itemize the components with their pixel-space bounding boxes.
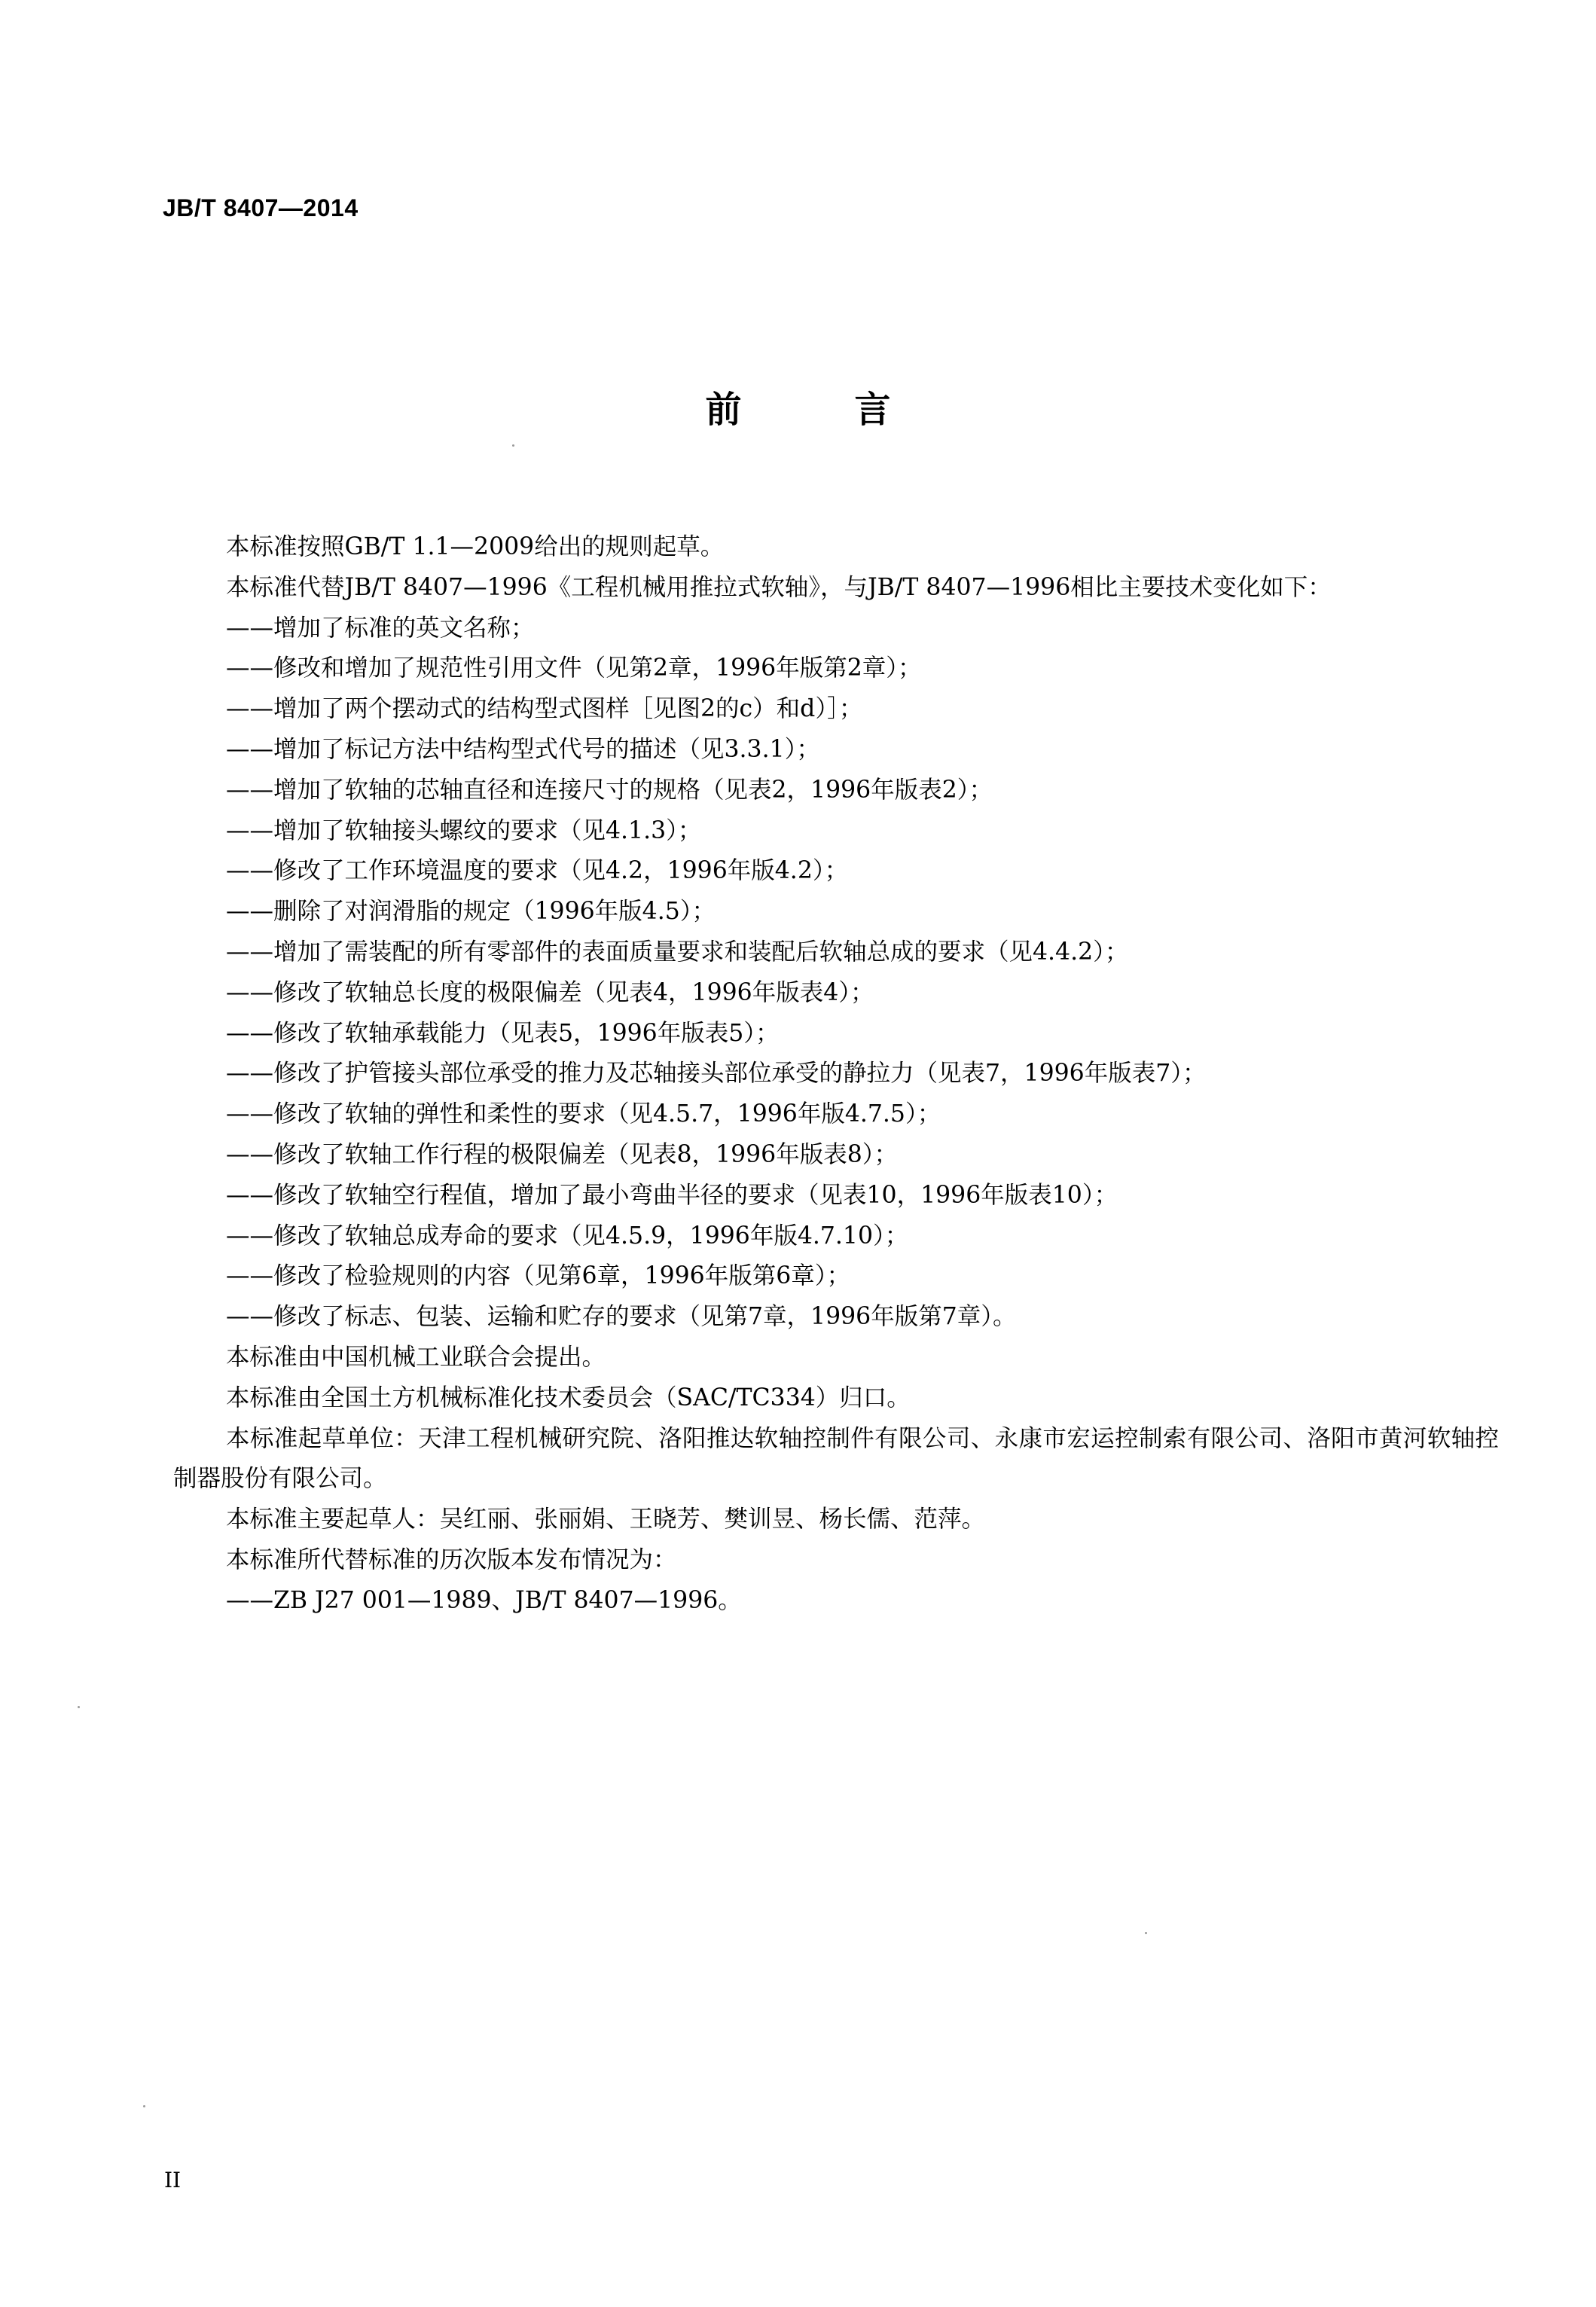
scan-speck [143,2105,145,2107]
paragraph: 本标准由中国机械工业联合会提出。 [226,1343,606,1371]
drafting-units-paragraph: 本标准起草单位：天津工程机械研究院、洛阳推达软轴控制件有限公司、永康市宏运控制索有限公司、洛阳市黄河软轴控制器股份有限公司。 [173,1424,1499,1493]
scan-speck [512,444,514,447]
paragraph: 本标准代替JB/T 8407—1996《工程机械用推拉式软轴》，与JB/T 8407—1996相比主要技术变化如下： [226,573,1332,601]
list-item: ——ZB J27 001—1989、JB/T 8407—1996。 [226,1586,742,1614]
list-item: ——修改了软轴空行程值，增加了最小弯曲半径的要求（见表10，1996年版表10）； [226,1181,1118,1209]
page-title: 前言 [705,389,1004,431]
paragraph: 本标准所代替标准的历次版本发布情况为： [226,1546,677,1573]
list-item: ——修改了工作环境温度的要求（见4.2，1996年版4.2）； [226,857,849,885]
list-item: ——增加了两个摆动式的结构型式图样［见图2的c）和d）］； [226,695,863,723]
list-item: ——修改了软轴总成寿命的要求（见4.5.9，1996年版4.7.10）； [226,1222,909,1250]
foreword-body [173,527,1499,1622]
list-item: ——修改了软轴总长度的极限偏差（见表4，1996年版表4）； [226,978,874,1006]
paragraph: 本标准主要起草人：吴红丽、张丽娟、王晓芳、樊训昱、杨长儒、范萍。 [226,1506,986,1533]
list-item: ——增加了软轴的芯轴直径和连接尺寸的规格（见表2，1996年版表2）； [226,776,993,804]
paragraph: 本标准按照GB/T 1.1—2009给出的规则起草。 [226,533,725,560]
scan-speck [1145,1932,1147,1934]
list-item: ——修改了检验规则的内容（见第6章，1996年版第6章）； [226,1262,850,1290]
list-item: ——修改了软轴的弹性和柔性的要求（见4.5.7，1996年版4.7.5）； [226,1100,941,1128]
list-item: ——修改了软轴承载能力（见表5，1996年版表5）； [226,1019,780,1047]
standard-number: JB/T 8407—2014 [163,194,359,221]
scan-speck [78,1706,80,1708]
paragraph: 本标准由全国土方机械标准化技术委员会（SAC/TC334）归口。 [226,1384,911,1411]
list-item: ——删除了对润滑脂的规定（1996年版4.5）； [226,898,716,926]
list-item: ——修改了软轴工作行程的极限偏差（见表8，1996年版表8）； [226,1140,898,1168]
list-item: ——增加了标准的英文名称； [226,614,535,642]
list-item: ——增加了需装配的所有零部件的表面质量要求和装配后软轴总成的要求（见4.4.2）； [226,938,1129,966]
list-item: ——修改和增加了规范性引用文件（见第2章，1996年版第2章）； [226,655,922,682]
page-number: II [164,2168,182,2193]
list-item: ——增加了软轴接头螺纹的要求（见4.1.3）； [226,816,702,844]
list-item: ——修改了护管接头部位承受的推力及芯轴接头部位承受的静拉力（见表7，1996年版表7）； [226,1060,1207,1088]
list-item: ——修改了标志、包装、运输和贮存的要求（见第7章，1996年版第7章）。 [226,1303,1017,1331]
list-item: ——增加了标记方法中结构型式代号的描述（见3.3.1）； [226,735,820,763]
